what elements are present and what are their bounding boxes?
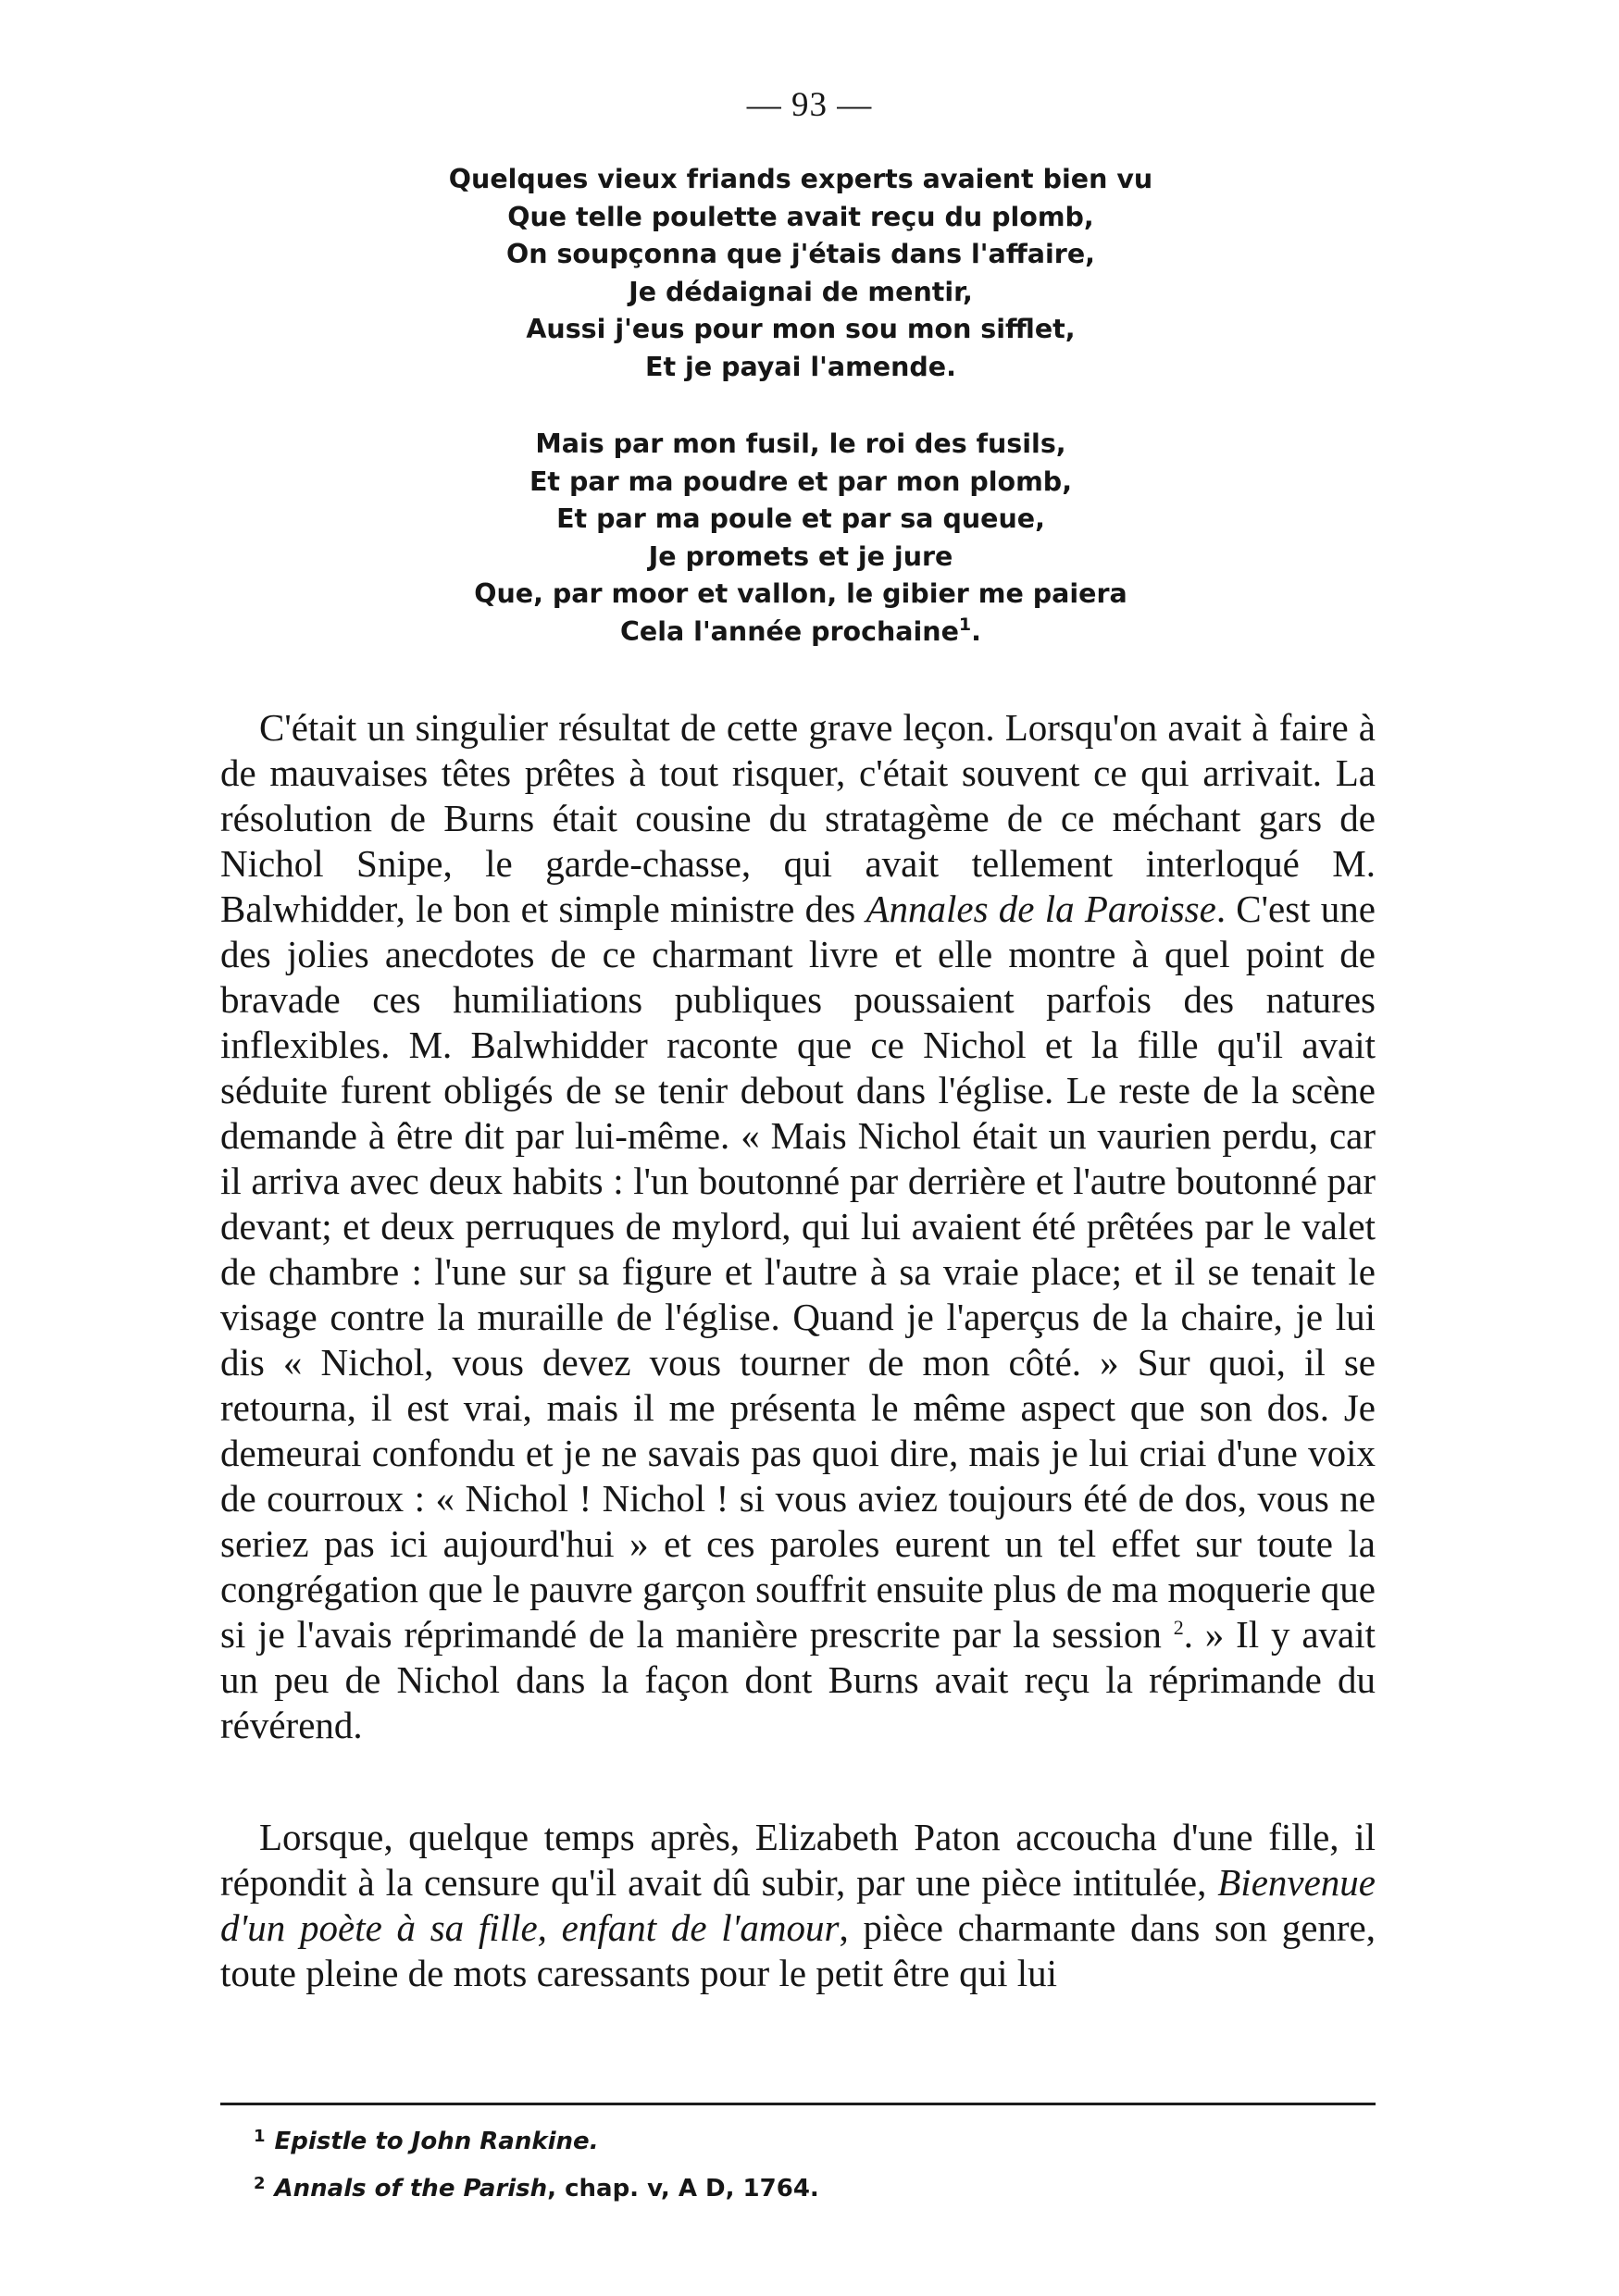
footnote-rest: , chap. v, A D, 1764. <box>547 2175 819 2203</box>
verse-line: Quelques vieux friands experts avaient bien vu <box>448 164 1153 194</box>
verse-line: Je dédaignai de mentir, <box>629 276 973 307</box>
verse-line-text: Cela l'année prochaine <box>620 615 959 647</box>
poem-title: Bienvenue d'un poète à sa fille, enfant de l'amour <box>220 1861 1376 1949</box>
body-paragraph-2 <box>220 1815 1376 1996</box>
book-title: Annales de la Paroisse <box>866 887 1216 930</box>
footnote-title: Epistle to John Rankine. <box>274 2128 599 2155</box>
footnote-ref-1: 1 <box>958 614 972 635</box>
footnote-1 <box>254 2116 1272 2163</box>
footnote-ref-2: 2 <box>1173 1616 1184 1639</box>
verse-line: Que telle poulette avait reçu du plomb, <box>507 201 1094 232</box>
paragraph-text-part: C'était un singulier résultat de cette grave leçon. Lorsqu'on avait à faire à de mauvaises têtes prêtes à tout risquer, c'était souvent ce qui arrivait. La résolution de Burns était cousine du stratagème de ce méchant gars de Nichol Snipe, le garde-chasse, qui avait tellement interloqué M. Balwhidder, le bon et simple ministre des <box>220 706 1376 930</box>
paragraph-text <box>220 1815 1376 1996</box>
paragraph-text-part: . » Il y avait un peu de Nichol dans la façon dont Burns avait reçu la réprimande du révérend. <box>220 1613 1376 1746</box>
verse-line: Aussi j'eus pour mon sou mon sifflet, <box>526 314 1076 344</box>
paragraph-text <box>220 705 1376 1748</box>
verse-line: Et par ma poudre et par mon plomb, <box>529 465 1073 497</box>
paragraph-text-part: , pièce charmante dans son genre, toute pleine de mots caressants pour le petit être qui lui <box>220 1906 1376 1994</box>
paragraph-text-part: Lorsque, quelque temps après, Elizabeth Paton accoucha d'une fille, il répondit à la censure qu'il avait dû subir, par une pièce intitulée, <box>220 1816 1376 1904</box>
verse-line: Et je payai l'amende. <box>645 351 956 382</box>
verse-line-last: Cela l'année prochaine$^1$. <box>620 614 981 647</box>
footnotes <box>254 2116 1272 2210</box>
footnote-title: Annals of the Parish <box>274 2175 548 2203</box>
paragraph-text-part: . C'est une des jolies anecdotes de ce charmant livre et elle montre à quel point de bravade ces humiliations publiques poussaient parfois des natures inflexibles. M. Balwhidder raconte que ce Nichol et la fille qu'il avait séduite furent obligés de se tenir debout dans l'église. Le reste de la scène demande à être dit par lui-même. « Mais Nichol était un vaurien perdu, car il arriva avec deux habits : l'un boutonné par derrière et l'autre boutonné par devant; et deux perruques de mylord, qui lui avaient été prêtées par le valet de chambre : l'une sur sa figure et l'autre à sa vraie place; et il se tenait le visage contre la muraille de l'église. Quand je l'aperçus de la chaire, je lui dis « Nichol, vous devez vous tourner de mon côté. » Sur quoi, il se retourna, il est vrai, mais il me présenta le même aspect que son dos. Je demeurai confondu et je ne savais pas quoi dire, mais je lui criai d'une voix de courroux : « Nichol ! Nichol ! si vous aviez toujours été de dos, vous ne seriez pas ici aujourd'hui » et ces paroles eurent un tel effet sur toute la congrégation que le pauvre garçon souffrit ensuite plus de ma moquerie que si je l'avais réprimandé de la manière prescrite par la session <box>220 887 1376 1656</box>
body-paragraph-1 <box>220 705 1376 1748</box>
footnote-divider <box>220 2103 1376 2105</box>
footnote-number: 2 <box>254 2174 266 2193</box>
footnote-number: 1 <box>254 2127 266 2146</box>
verse-line: Je promets et je jure <box>648 540 953 572</box>
footnote-2 <box>254 2163 1272 2210</box>
poem-stanza-2 <box>384 426 1217 651</box>
page-number: — 93 — <box>746 86 873 124</box>
verse-line: Que, par moor et vallon, le gibier me paiera <box>474 578 1127 609</box>
verse-line: Mais par mon fusil, le roi des fusils, <box>535 428 1066 459</box>
poem-stanza-1 <box>384 161 1217 386</box>
verse-line: On soupçonna que j'étais dans l'affaire, <box>506 239 1095 269</box>
verse-line: Et par ma poule et par sa queue, <box>556 503 1045 534</box>
